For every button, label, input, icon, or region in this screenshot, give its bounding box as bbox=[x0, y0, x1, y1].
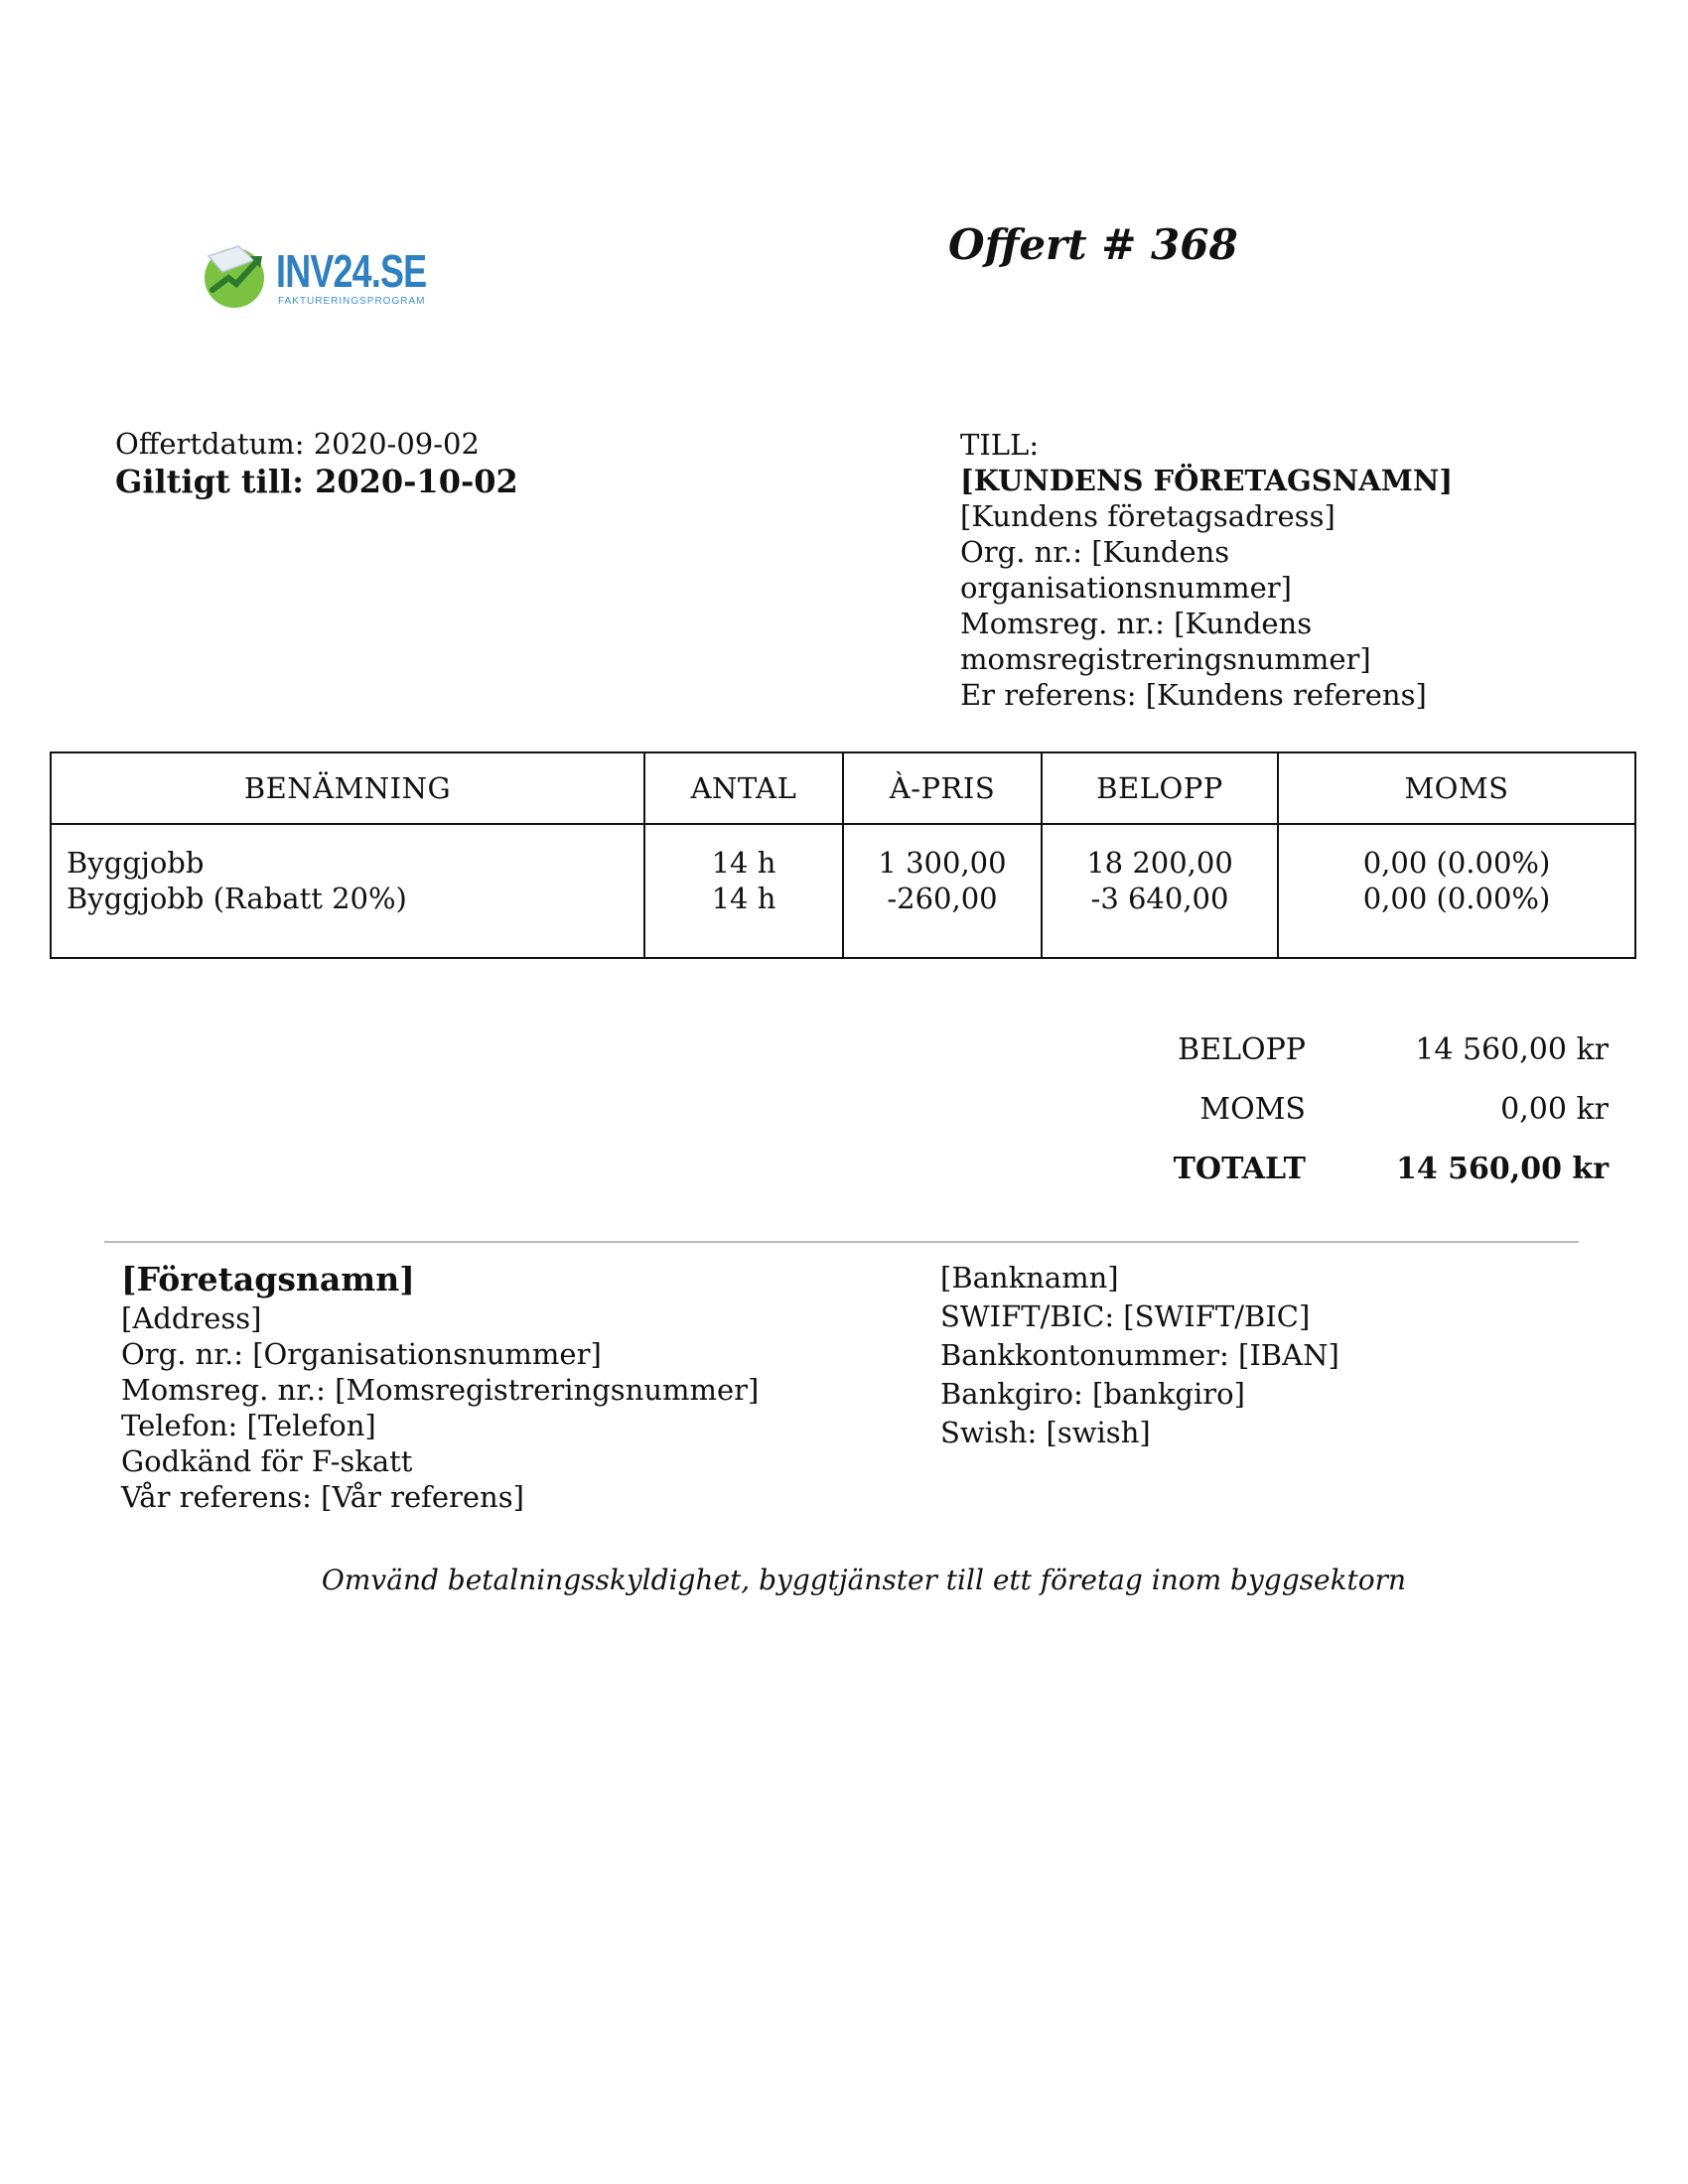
totals-row-total bbox=[1053, 1152, 1609, 1211]
bank-swish: Swish: [swish] bbox=[940, 1416, 1151, 1449]
bank-bankgiro: Bankgiro: [bankgiro] bbox=[940, 1377, 1245, 1411]
company-f-tax: Godkänd för F-skatt bbox=[121, 1444, 413, 1478]
totals-row-vat bbox=[1053, 1092, 1609, 1152]
bank-name: [Banknamn] bbox=[940, 1261, 1119, 1295]
total-label: TOTALT bbox=[1173, 1152, 1306, 1186]
column-header: ANTAL bbox=[645, 753, 842, 825]
recipient-block bbox=[960, 427, 1556, 713]
recipient-address: [Kundens företagsadress] bbox=[960, 499, 1336, 533]
amount-value: 14 560,00 kr bbox=[1415, 1032, 1609, 1067]
cell-amount: 18 200,00 bbox=[1086, 846, 1233, 880]
company-name: [Företagsnamn] bbox=[121, 1260, 415, 1298]
column-unit-price bbox=[844, 753, 1043, 957]
cell-quantity: 14 h bbox=[711, 882, 776, 915]
column-header: BENÄMNING bbox=[52, 753, 643, 825]
column-header: MOMS bbox=[1279, 753, 1634, 825]
company-block bbox=[121, 1259, 759, 1515]
recipient-vat-nr: Momsreg. nr.: [Kundens bbox=[960, 607, 1313, 640]
cell-quantity: 14 h bbox=[711, 846, 776, 880]
company-phone: Telefon: [Telefon] bbox=[121, 1409, 376, 1442]
cell-vat: 0,00 (0.00%) bbox=[1362, 882, 1551, 915]
offer-dates bbox=[115, 425, 518, 500]
offer-date: Offertdatum: 2020-09-02 bbox=[115, 427, 480, 461]
items-table bbox=[50, 751, 1636, 959]
logo-tagline: FAKTURERINGSPROGRAM bbox=[278, 296, 426, 307]
bank-swift: SWIFT/BIC: [SWIFT/BIC] bbox=[940, 1299, 1311, 1333]
cell-unit-price: 1 300,00 bbox=[878, 846, 1007, 880]
totals-block bbox=[1053, 1032, 1609, 1211]
company-address: [Address] bbox=[121, 1301, 262, 1335]
valid-until: Giltigt till: 2020-10-02 bbox=[115, 463, 518, 500]
footnote: Omvänd betalningsskyldighet, byggtjänster till ett företag inom byggsektorn bbox=[321, 1564, 1407, 1596]
logo-wordmark: INV24.SE bbox=[276, 245, 427, 297]
column-vat bbox=[1279, 753, 1634, 957]
column-description bbox=[52, 753, 645, 957]
totals-row-amount bbox=[1053, 1032, 1609, 1092]
cell-amount: -3 640,00 bbox=[1090, 882, 1229, 915]
cell-description: Byggjobb (Rabatt 20%) bbox=[67, 882, 407, 915]
company-org-nr: Org. nr.: [Organisationsnummer] bbox=[121, 1337, 602, 1371]
column-quantity bbox=[645, 753, 844, 957]
vat-label: MOMS bbox=[1199, 1092, 1306, 1127]
column-header: À-PRIS bbox=[844, 753, 1041, 825]
company-reference: Vår referens: [Vår referens] bbox=[121, 1480, 524, 1514]
amount-label: BELOPP bbox=[1178, 1032, 1306, 1067]
divider bbox=[104, 1241, 1579, 1243]
recipient-vat-nr-cont: momsregistreringsnummer] bbox=[960, 642, 1371, 676]
recipient-reference: Er referens: [Kundens referens] bbox=[960, 678, 1427, 712]
column-amount bbox=[1043, 753, 1279, 957]
recipient-label: TILL: bbox=[960, 428, 1040, 462]
recipient-org-nr: Org. nr.: [Kundens organisationsnummer] bbox=[960, 535, 1292, 605]
cell-unit-price: -260,00 bbox=[887, 882, 998, 915]
company-logo bbox=[199, 238, 427, 318]
cell-description: Byggjobb bbox=[67, 846, 205, 880]
logo-mark-icon bbox=[199, 238, 270, 310]
vat-value: 0,00 kr bbox=[1500, 1092, 1609, 1127]
cell-vat: 0,00 (0.00%) bbox=[1362, 846, 1551, 880]
bank-account: Bankkontonummer: [IBAN] bbox=[940, 1338, 1339, 1372]
total-value: 14 560,00 kr bbox=[1395, 1152, 1609, 1186]
recipient-company: [KUNDENS FÖRETAGSNAMN] bbox=[960, 464, 1454, 497]
column-header: BELOPP bbox=[1043, 753, 1277, 825]
bank-block bbox=[940, 1259, 1339, 1452]
offer-title: Offert # 368 bbox=[948, 220, 1238, 269]
company-vat-nr: Momsreg. nr.: [Momsregistreringsnummer] bbox=[121, 1373, 760, 1407]
